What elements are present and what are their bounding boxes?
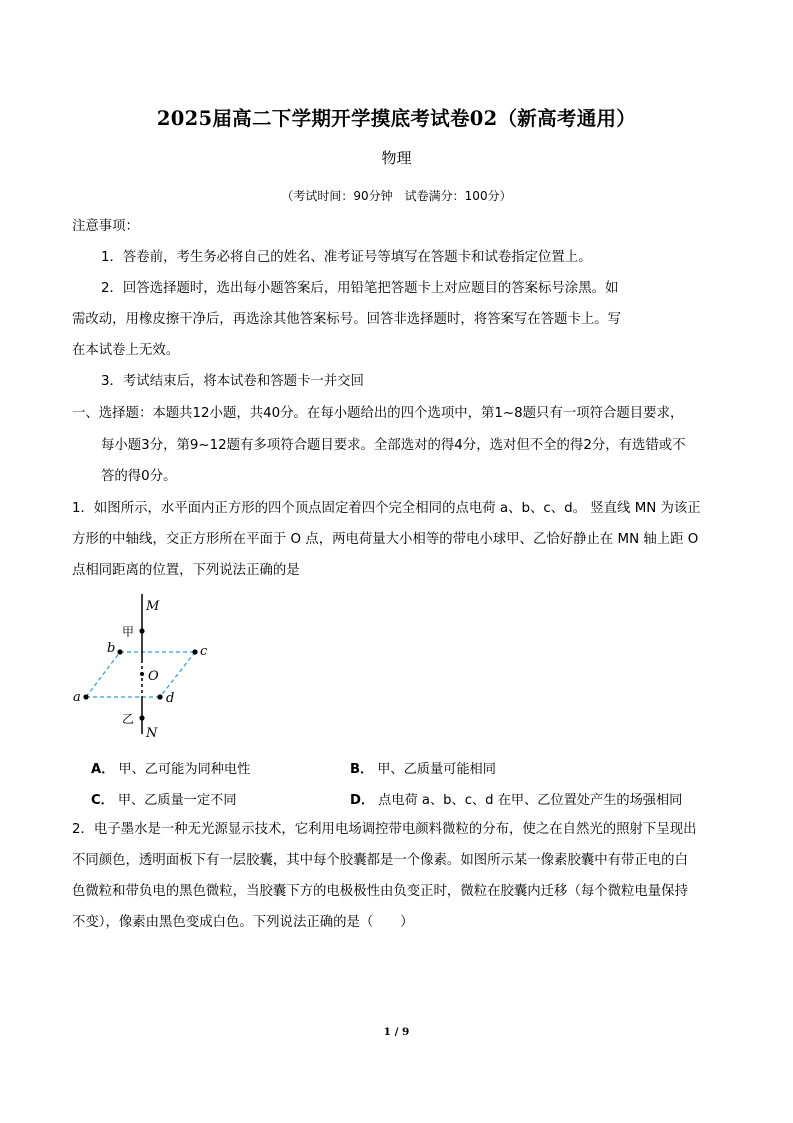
q1-option-d[interactable] [350,789,682,808]
point-o [140,672,144,676]
q1-option-c-letter: C． [91,793,114,808]
question-2-line-4: 不变），像素由黑色变成白色。下列说法正确的是（ ） [72,915,414,930]
question-1-line-1: 1．如图所示，水平面内正方形的四个顶点固定着四个完全相同的点电荷 a、b、c、d。 竖直线 MN 为该正 [72,501,701,516]
q1-option-a-letter: A． [91,762,115,777]
q1-option-d-text: 点电荷 a、b、c、d 在甲、乙位置处产生的场强相同 [378,793,683,808]
q1-option-c[interactable] [91,789,237,808]
notice-item-1: 1．答卷前，考生务必将自己的姓名、准考证号等填写在答题卡和试卷指定位置上。 [101,250,592,265]
q1-option-b-text: 甲、乙质量可能相同 [377,762,496,777]
label-d: d [166,691,175,706]
notice-item-2-line-2: 需改动，用橡皮擦干净后，再选涂其他答案标号。回答非选择题时，将答案写在答题卡上。写 [72,312,622,327]
label-o: O [148,669,159,684]
exam-time-info: （考试时间：90分钟 试卷满分：100分） [281,189,512,203]
page-title: 2025届高二下学期开学摸底考试卷02（新高考通用） [156,107,637,130]
charge-b [117,649,122,654]
question-2-line-1: 2．电子墨水是一种无光源显示技术，它利用电场调控带电颜料微粒的分布，使之在自然光的照射下呈现出 [72,822,697,837]
notice-heading: 注意事项： [72,219,139,234]
question-2-line-2: 不同颜色，透明面板下有一层胶囊，其中每个胶囊都是一个像素。如图所示某一像素胶囊中有带正电的白 [72,853,688,868]
question-1-line-2: 方形的中轴线，交正方形所在平面于 O 点，两电荷量大小相等的带电小球甲、乙恰好静止在 MN 轴上距 O [72,532,699,547]
notice-item-3: 3．考试结束后，将本试卷和答题卡一并交回 [101,374,364,389]
charge-a [83,694,88,699]
notice-item-2-line-3: 在本试卷上无效。 [72,343,180,358]
label-jia: 甲 [122,625,135,639]
question-1-line-3: 点相同距离的位置，下列说法正确的是 [72,563,300,578]
q1-option-a[interactable] [91,758,250,777]
ball-jia [139,628,144,633]
q1-option-d-letter: D． [350,793,375,808]
notice-item-2-line-1: 2．回答选择题时，选出每小题答案后，用铅笔把答题卡上对应题目的答案标号涂黑。如 [101,281,619,296]
label-b: b [107,641,116,656]
label-yi: 乙 [122,712,135,726]
square-edge-ab [86,652,120,697]
section-1-line-2: 每小题3分，第9~12题有多项符合题目要求。全部选对的得4分，选对但不全的得2分，有选错或不 [101,438,686,453]
label-c: c [200,644,208,659]
question-2-line-3: 色微粒和带负电的黑色微粒，当胶囊下方的电极极性由负变正时，微粒在胶囊内迁移（每个微粒电量保持 [72,884,688,899]
charge-square-figure [60,592,230,747]
charge-c [192,649,197,654]
label-a: a [73,690,81,705]
q1-option-c-text: 甲、乙质量一定不同 [117,793,237,808]
q1-option-a-text: 甲、乙可能为同种电性 [118,762,251,777]
q1-option-b-letter: B． [350,762,374,777]
section-1-line-1: 一、选择题：本题共12小题，共40分。在每小题给出的四个选项中，第1~8题只有一项符合题目要求， [72,406,684,421]
label-m: M [146,599,160,614]
ball-yi [139,715,144,720]
page-number: 1 / 9 [383,1026,410,1038]
q1-option-b[interactable] [350,758,496,777]
section-1-line-3: 答的得0分。 [101,469,177,484]
label-n: N [146,726,158,741]
charge-d [157,694,162,699]
subject-name: 物理 [381,149,412,167]
